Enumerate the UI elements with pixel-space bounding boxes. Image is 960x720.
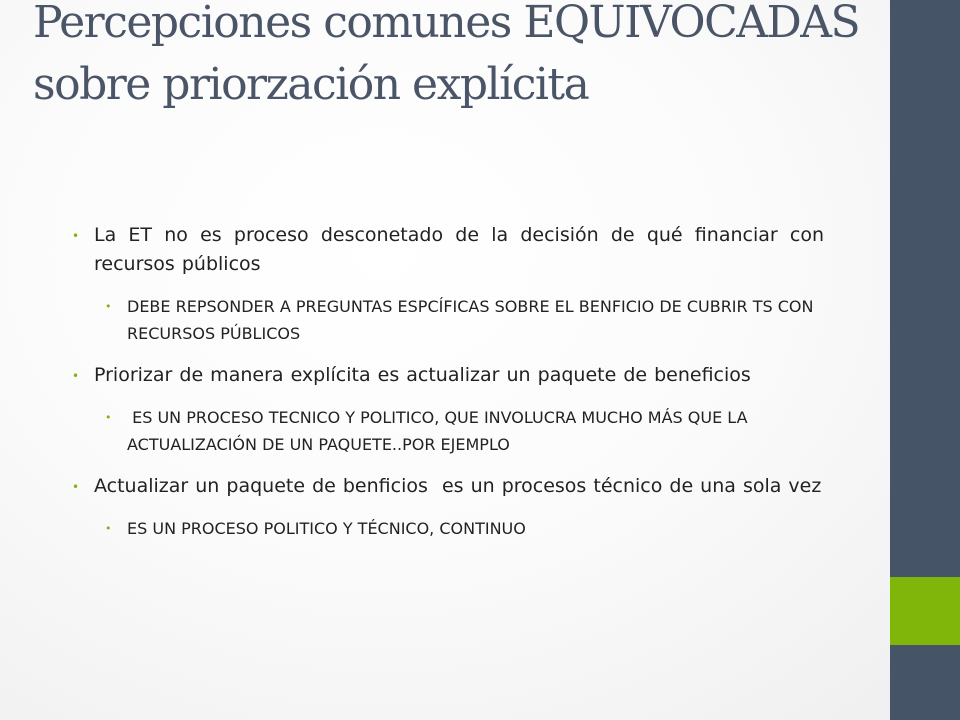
bullet-dot-icon: • — [105, 300, 112, 313]
bullet-dot-icon: • — [72, 229, 80, 243]
bullet-dot-icon: • — [105, 522, 112, 535]
sub-bullet-text: ES UN PROCESO TECNICO Y POLITICO, QUE INVOLUCRA MUCHO MÁS QUE LA ACTUALIZACIÓN DE UN PAQUETE..POR EJEMPLO — [127, 408, 753, 454]
bullet-dot-icon: • — [72, 369, 80, 383]
sub-bullet-item-2 — [105, 404, 824, 458]
bullet-item-3 — [72, 472, 824, 501]
sub-bullet-item-1 — [105, 293, 824, 347]
green-accent-block — [890, 577, 960, 645]
sub-bullet-text: DEBE REPSONDER A PREGUNTAS ESPCÍFICAS SOBRE EL BENFICIO DE CUBRIR TS CON RECURSOS PÚBLICOS — [127, 297, 819, 343]
bullet-item-1 — [72, 221, 824, 279]
bullet-dot-icon: • — [72, 480, 80, 494]
sub-bullet-item-3 — [105, 515, 824, 542]
bullet-text: La ET no es proceso desconetado de la decisión de qué financiar con recursos públicos — [94, 224, 824, 275]
sub-bullet-text: ES UN PROCESO POLITICO Y TÉCNICO, CONTINUO — [127, 519, 526, 538]
bullet-text: Actualizar un paquete de benficios es un procesos técnico de una sola vez — [94, 475, 822, 497]
bullet-item-2 — [72, 361, 824, 390]
bullet-text: Priorizar de manera explícita es actualizar un paquete de beneficios — [94, 364, 751, 386]
bullet-list — [72, 221, 824, 542]
slide-title: Percepciones comunes EQUIVOCADAS sobre priorzación explícita — [33, 0, 860, 110]
bullet-dot-icon: • — [105, 411, 112, 424]
